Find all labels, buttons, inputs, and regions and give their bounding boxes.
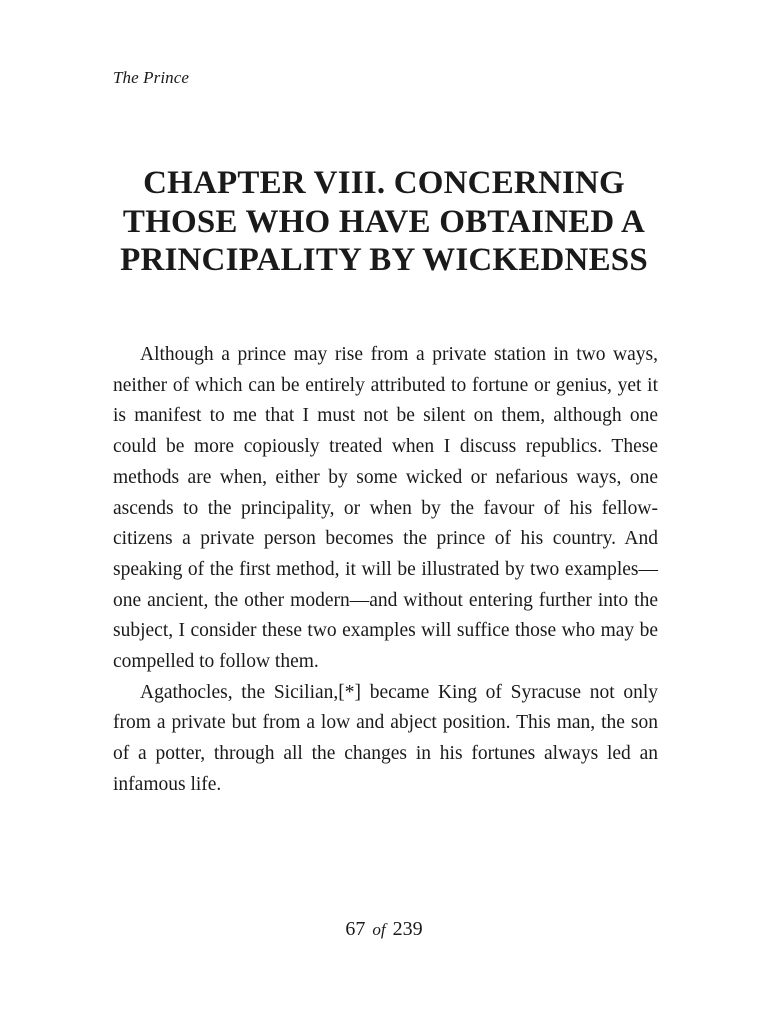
page-number [0,918,768,941]
running-head: The Prince [113,68,190,87]
page-number-separator: of [372,920,386,939]
body-text [113,340,658,801]
paragraph: Agathocles, the Sicilian,[*] became King of Syracuse not only from a private but from a low and abject position. This man, the son of a potter, through all the changes in his fortunes always led an infamous life. [113,681,658,795]
chapter-title: CHAPTER VIII. CONCERNING THOSE WHO HAVE OBTAINED A PRINCIPALITY BY WICKEDNESS [120,165,648,278]
page-number-current: 67 [345,918,366,940]
paragraph: Although a prince may rise from a private station in two ways, neither of which can be entirely attributed to fortune or genius, yet it is manifest to me that I must not be silent on them, although one could be more copiously treated when I discuss republics. These methods are when, either by some wicked or nefarious ways, one ascends to the principality, or when by the favour of his fellow-citizens a private person becomes the prince of his country. And speaking of the first method, it will be illustrated by two examples—one ancient, the other modern—and without entering further into the subject, I consider these two examples will suffice those who may be compelled to follow them. [113,344,658,673]
page-number-total: 239 [392,918,423,940]
